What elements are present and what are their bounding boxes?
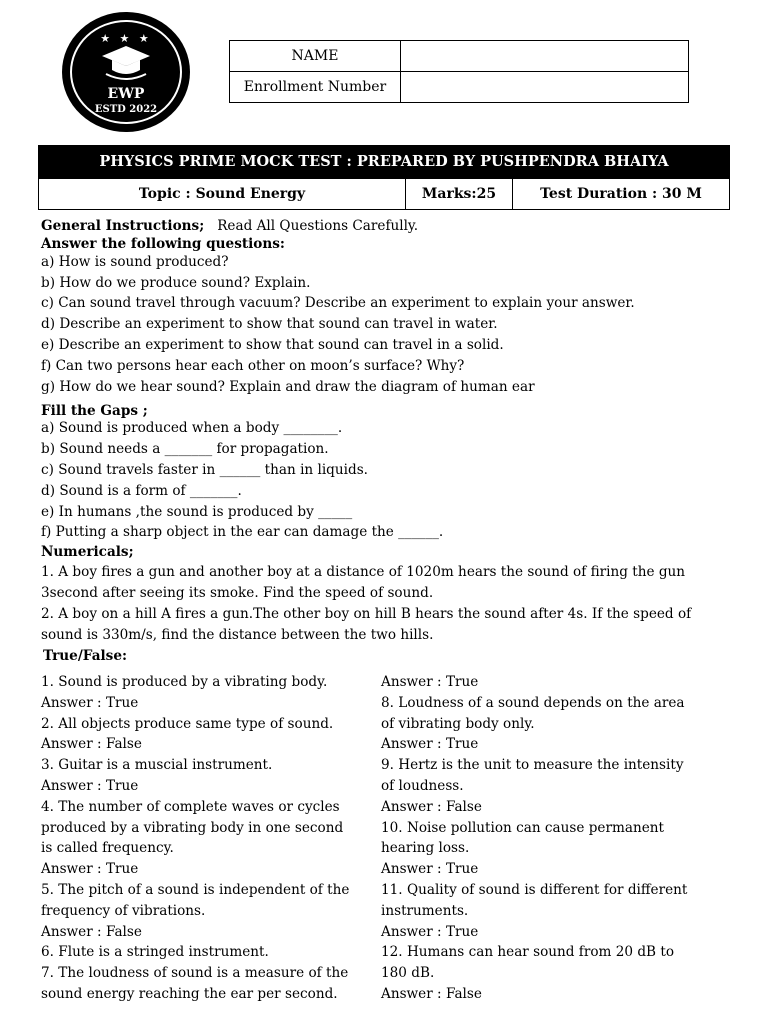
section2-list bbox=[41, 418, 731, 543]
graduation-cap-icon bbox=[100, 44, 152, 84]
section1-list bbox=[41, 252, 731, 398]
test-info-row bbox=[38, 178, 730, 210]
logo-stars: ★ ★ ★ bbox=[100, 32, 152, 45]
list-item: d) Describe an experiment to show that sound can travel in water. bbox=[41, 316, 498, 333]
marks: Marks:25 bbox=[406, 179, 513, 209]
student-id-table bbox=[229, 40, 689, 103]
list-item: 1. Sound is produced by a vibrating body. bbox=[41, 674, 328, 690]
list-item: b) How do we produce sound? Explain. bbox=[41, 274, 311, 291]
enrollment-label: Enrollment Number bbox=[230, 72, 401, 103]
list-item: 5. The pitch of a sound is independent of the bbox=[41, 881, 350, 898]
list-item: 9. Hertz is the unit to measure the intensity bbox=[381, 757, 684, 774]
list-item: 6. Flute is a stringed instrument. bbox=[41, 944, 269, 961]
list-item: c) Can sound travel through vacuum? Describe an experiment to explain your answer. bbox=[41, 295, 635, 312]
list-item: 8. Loudness of a sound depends on the area bbox=[381, 694, 685, 711]
name-field[interactable] bbox=[401, 41, 689, 72]
list-item: Answer : True bbox=[41, 694, 139, 711]
list-item: of vibrating body only. bbox=[381, 715, 535, 732]
list-item: produced by a vibrating body in one second bbox=[41, 819, 344, 836]
list-item: instruments. bbox=[381, 902, 469, 919]
list-item: 180 dB. bbox=[381, 965, 435, 982]
list-item: d) Sound is a form of _______. bbox=[41, 482, 242, 499]
list-item: Answer : True bbox=[381, 736, 479, 753]
instructions-line bbox=[41, 216, 731, 237]
list-item: 7. The loudness of sound is a measure of the bbox=[41, 965, 349, 982]
list-item: a) How is sound produced? bbox=[41, 253, 229, 270]
list-item: 2. A boy on a hill A fires a gun.The other boy on hill B hears the sound after 4s. If the speed of sound is 330m/s, find the distance between the two hills. bbox=[41, 605, 692, 643]
list-item: sound energy reaching the ear per second. bbox=[41, 985, 338, 1002]
list-item: 11. Quality of sound is different for different bbox=[381, 881, 688, 898]
list-item: b) Sound needs a _______ for propagation. bbox=[41, 441, 329, 458]
list-item: e) In humans ,the sound is produced by _____ bbox=[41, 503, 353, 520]
list-item: a) Sound is produced when a body ________. bbox=[41, 420, 343, 437]
true-false-left-column bbox=[41, 672, 371, 1005]
section1-heading: Answer the following questions: bbox=[41, 235, 285, 252]
list-item: Answer : False bbox=[381, 985, 482, 1002]
list-item: is called frequency. bbox=[41, 840, 174, 857]
list-item: hearing loss. bbox=[381, 840, 470, 857]
logo-estd: ESTD 2022 bbox=[94, 104, 158, 115]
section3-list bbox=[41, 562, 731, 645]
list-item: 10. Noise pollution can cause permanent bbox=[381, 819, 664, 836]
list-item: 1. A boy fires a gun and another boy at a distance of 1020m hears the sound of firing the gun 3second after seeing its smoke. Find the speed of sound. bbox=[41, 564, 686, 601]
topic: Topic : Sound Energy bbox=[39, 179, 406, 209]
list-item: 4. The number of complete waves or cycles bbox=[41, 798, 340, 815]
logo-text: EWP bbox=[107, 86, 145, 102]
section4-heading: True/False: bbox=[43, 648, 127, 664]
true-false-right-column bbox=[381, 672, 721, 1005]
question-content bbox=[41, 216, 731, 645]
instructions-label: General Instructions; bbox=[41, 218, 205, 234]
enrollment-field[interactable] bbox=[401, 72, 689, 103]
instructions-text: Read All Questions Carefully. bbox=[217, 218, 419, 234]
list-item: 3. Guitar is a muscial instrument. bbox=[41, 757, 273, 774]
list-item: f) Putting a sharp object in the ear can damage the ______. bbox=[41, 524, 444, 541]
list-item: Answer : True bbox=[41, 777, 139, 794]
list-item: 2. All objects produce same type of sound. bbox=[41, 715, 334, 732]
list-item: Answer : True bbox=[381, 674, 479, 690]
list-item: 12. Humans can hear sound from 20 dB to bbox=[381, 944, 675, 961]
list-item: f) Can two persons hear each other on moon’s surface? Why? bbox=[41, 357, 465, 374]
list-item: Answer : False bbox=[381, 798, 482, 815]
section3-heading: Numericals; bbox=[41, 544, 134, 561]
list-item: Answer : True bbox=[381, 923, 479, 940]
test-title-banner: PHYSICS PRIME MOCK TEST : PREPARED BY PUSHPENDRA BHAIYA bbox=[38, 145, 730, 178]
list-item: of loudness. bbox=[381, 777, 464, 794]
name-label: NAME bbox=[230, 41, 401, 72]
ewp-logo bbox=[62, 12, 190, 132]
list-item: Answer : False bbox=[41, 923, 142, 940]
list-item: Answer : True bbox=[381, 861, 479, 878]
list-item: e) Describe an experiment to show that sound can travel in a solid. bbox=[41, 336, 504, 353]
list-item: frequency of vibrations. bbox=[41, 902, 206, 919]
section2-heading: Fill the Gaps ; bbox=[41, 403, 148, 420]
list-item: g) How do we hear sound? Explain and draw the diagram of human ear bbox=[41, 378, 535, 395]
list-item: Answer : False bbox=[41, 736, 142, 753]
duration: Test Duration : 30 M bbox=[540, 186, 702, 202]
list-item: Answer : True bbox=[41, 861, 139, 878]
list-item: c) Sound travels faster in ______ than in liquids. bbox=[41, 461, 368, 478]
